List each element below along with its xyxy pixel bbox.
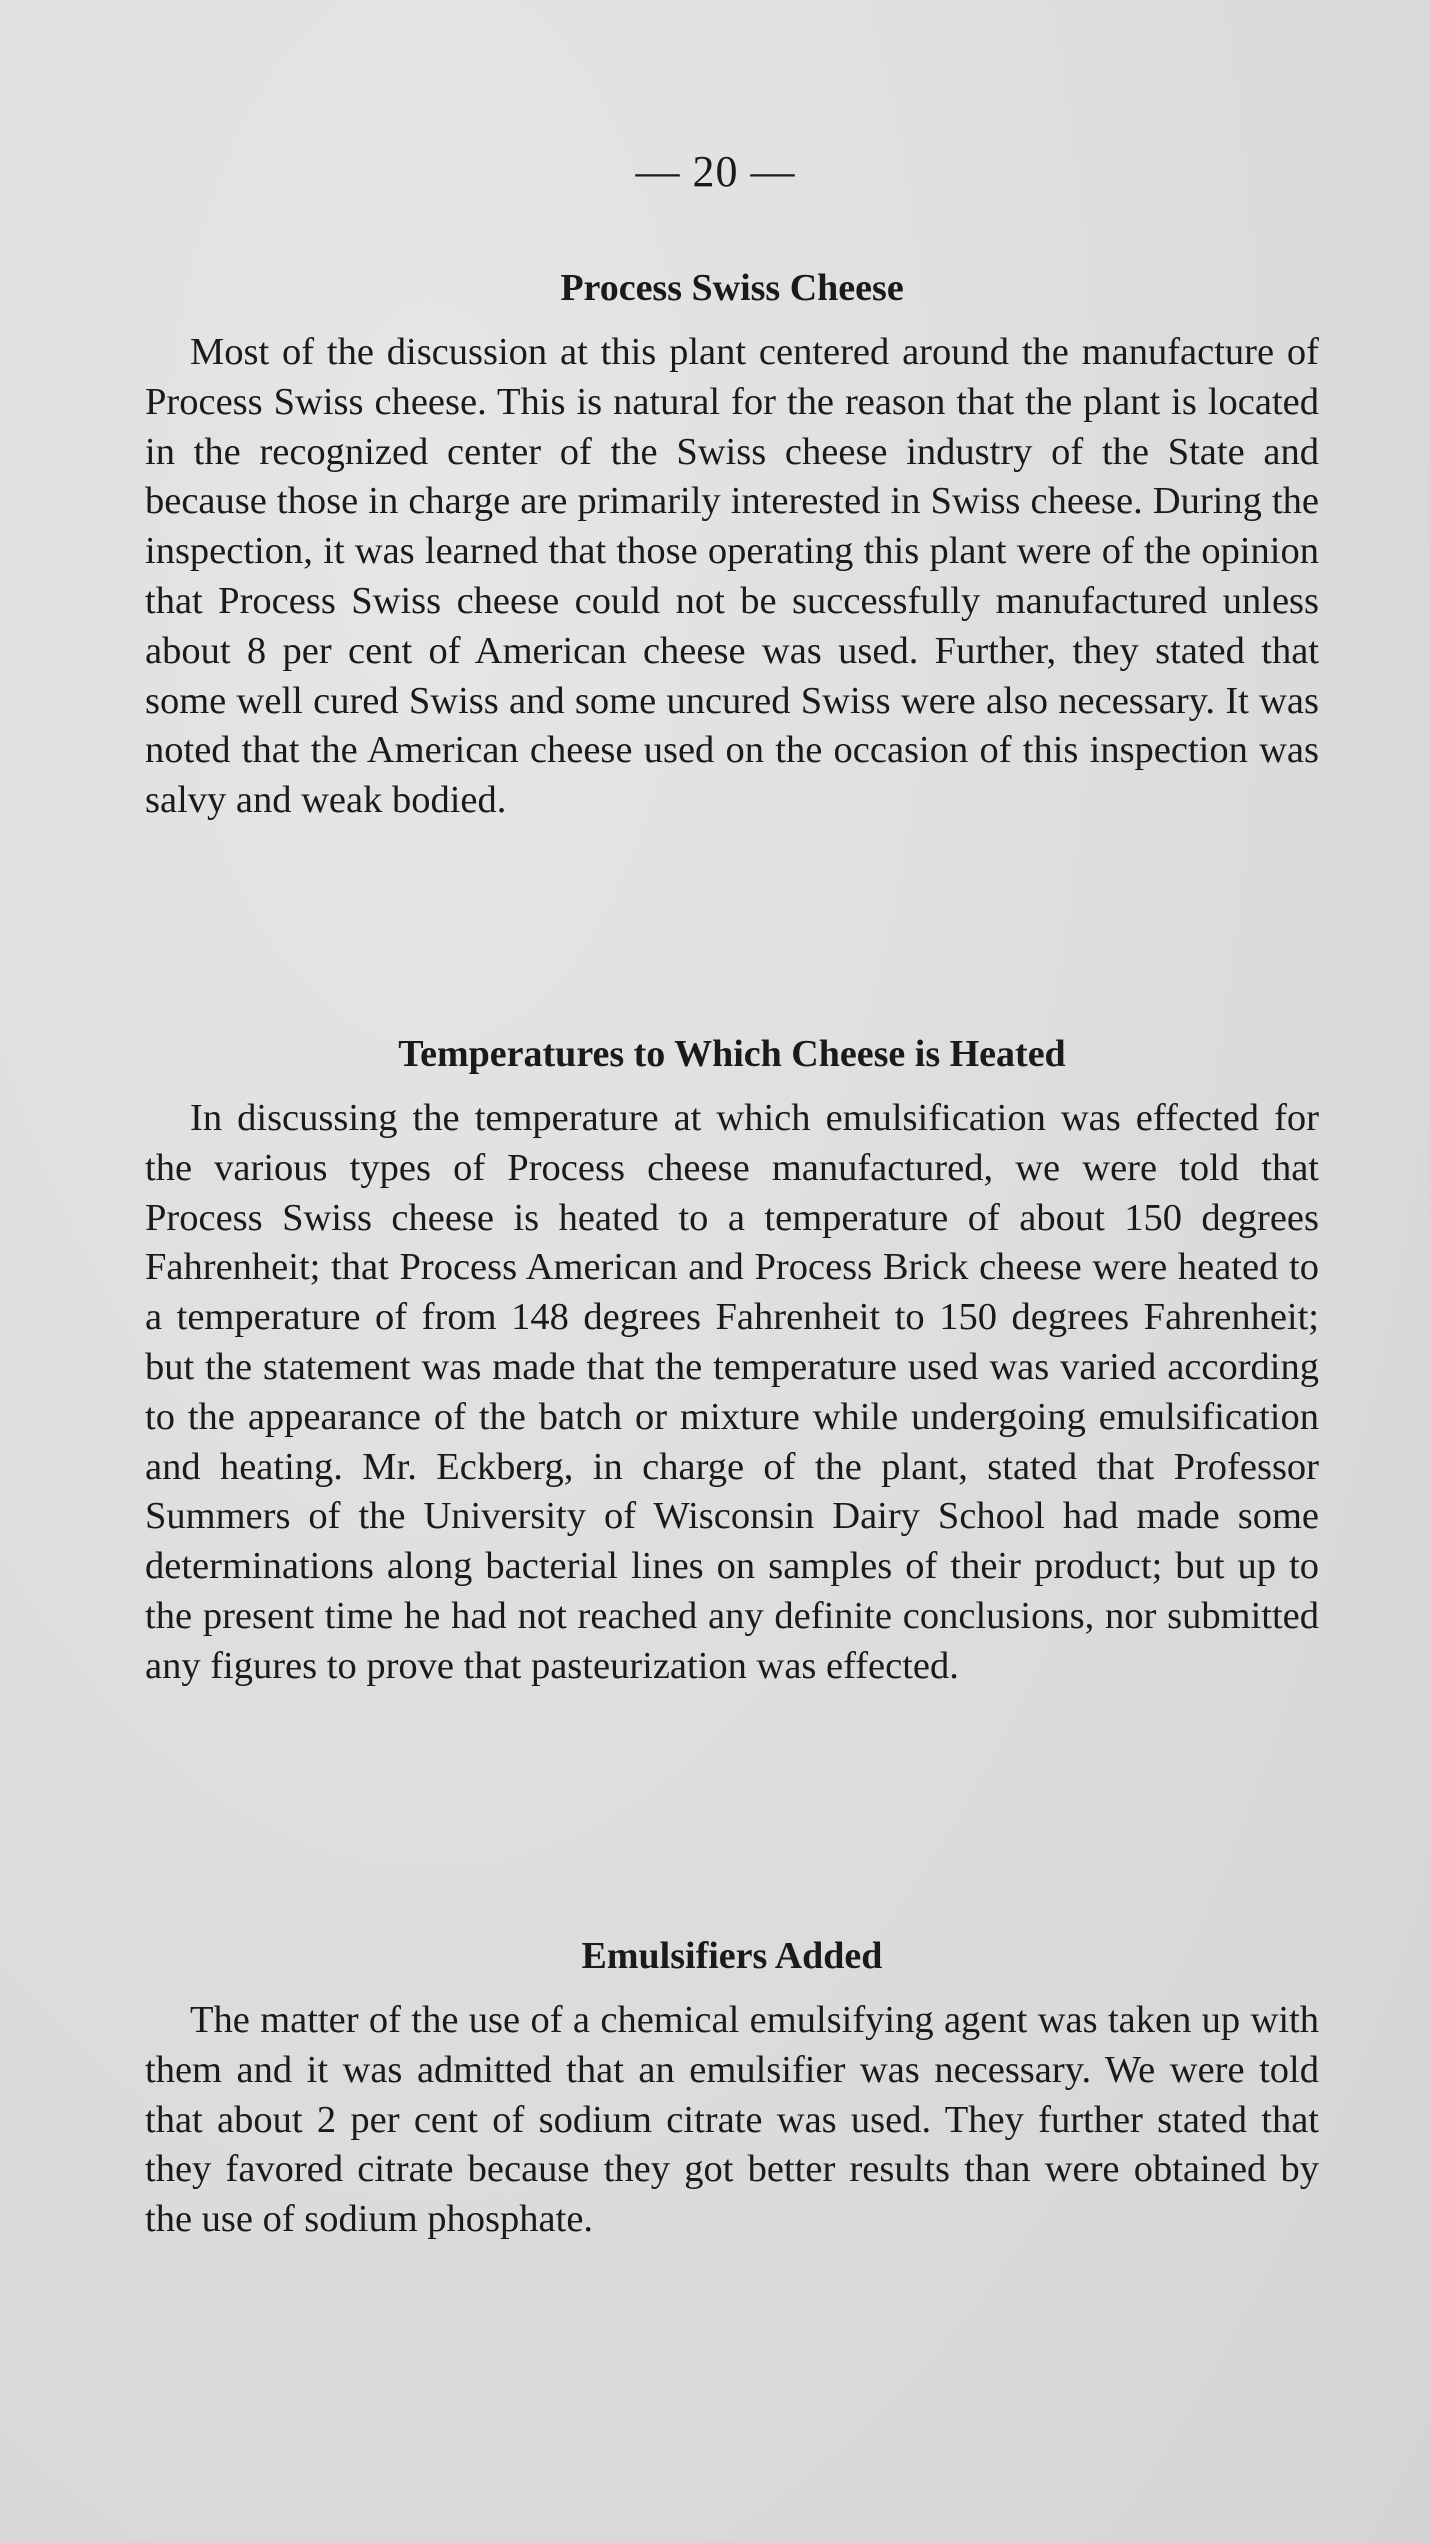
section-heading: Process Swiss Cheese: [560, 267, 904, 309]
section-temperatures: [145, 1028, 1319, 1692]
section-emulsifiers-added: [145, 1930, 1319, 2245]
section-process-swiss-cheese: [145, 262, 1319, 826]
section-paragraph: The matter of the use of a chemical emulsifying agent was taken up with them and it was admitted that an emulsifier was necessary. We were told that about 2 per cent of sodium citrate was used. They further stated that they favored citrate because they got better results than were obtained by the use of sodium phosphate.: [145, 1999, 1319, 2241]
page-number: — 20 —: [635, 147, 796, 196]
section-paragraph: Most of the discussion at this plant centered around the manufacture of Process Swiss cheese. This is natural for the reason that the plant is located in the recognized center of the Swiss cheese industry of the State and because those in charge are primarily interested in Swiss cheese. During the inspection, it was learned that those operating this plant were of the opinion that Process Swiss cheese could not be successfully manufactured unless about 8 per cent of American cheese was used. Further, they stated that some well cured Swiss and some uncured Swiss were also necessary. It was noted that the American cheese used on the occasion of this inspection was salvy and weak bodied.: [145, 331, 1319, 822]
section-heading: Temperatures to Which Cheese is Heated: [398, 1033, 1066, 1075]
section-heading: Emulsifiers Added: [581, 1935, 883, 1977]
section-paragraph: In discussing the temperature at which emulsification was effected for the various types of Process cheese manufactured, we were told that Process Swiss cheese is heated to a temperature of about 150 degrees Fahrenheit; that Process American and Process Brick cheese were heated to a temperature of from 148 degrees Fahrenheit to 150 degrees Fahrenheit; but the statement was made that the temperature used was varied according to the appearance of the batch or mixture while undergoing emulsification and heating. Mr. Eckberg, in charge of the plant, stated that Professor Summers of the University of Wisconsin Dairy School had made some determinations along bacterial lines on samples of their product; but up to the present time he had not reached any definite conclusions, nor submitted any figures to prove that pasteurization was effected.: [145, 1097, 1319, 1687]
